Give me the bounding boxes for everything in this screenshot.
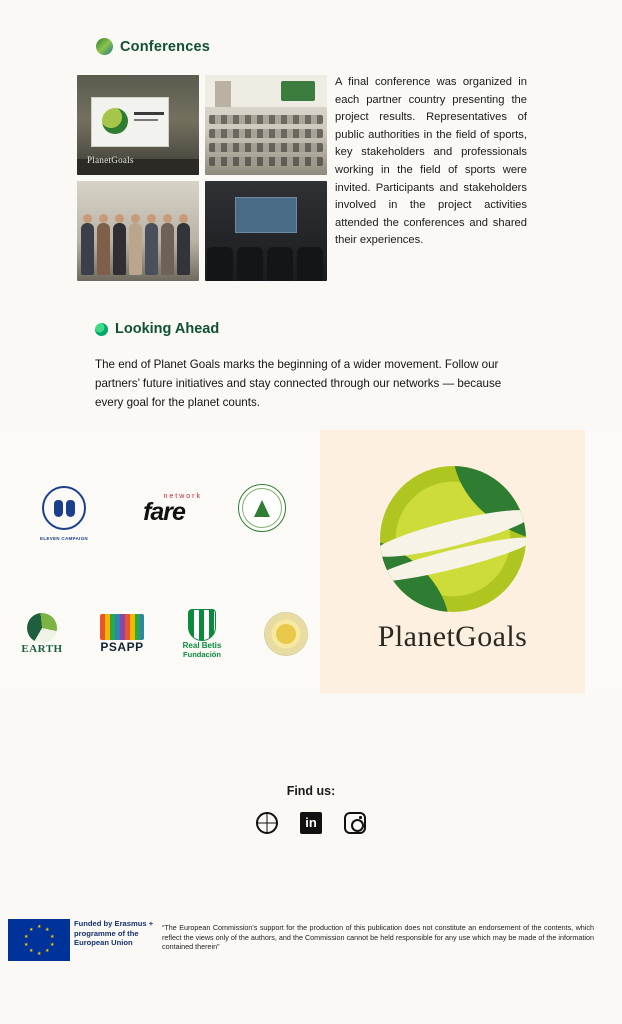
photo-watermark: PlanetGoals: [87, 155, 134, 165]
logo-psapp-label: PSAPP: [100, 640, 144, 654]
conference-photo-grid: [77, 75, 327, 282]
projector-screen: [235, 197, 297, 233]
looking-ahead-body-text: The end of Planet Goals marks the beginning of a wider movement. Follow our partners’ future initiatives and stay connected through our networks — because every goal for the planet counts.: [95, 358, 502, 409]
logo-sun-seal: [244, 598, 328, 670]
planet-goals-globe-logo: [380, 466, 526, 612]
photo-group-participants: [77, 181, 199, 281]
website-icon[interactable]: [256, 812, 278, 834]
logo-earth: [0, 598, 84, 670]
sun-seal-icon: [264, 612, 308, 656]
footer: [0, 905, 622, 975]
seat-row: [209, 157, 323, 166]
logo-real-betis-fundacion: [160, 598, 244, 670]
logo-psapp: [80, 598, 164, 670]
conferences-heading-label: Conferences: [120, 38, 211, 55]
logo-betis-label-1: Real Betis: [182, 641, 222, 650]
eu-funding-label: Funded by Erasmus + programme of the European Union: [74, 919, 154, 948]
screen-subtitle-line: [134, 119, 158, 121]
psapp-stripes-icon: [100, 614, 144, 640]
seat-row: [209, 129, 323, 138]
photo-dark-room-projector: [205, 181, 327, 281]
partner-logos-grid: [0, 430, 320, 693]
fare-network-toplabel: network: [163, 492, 202, 500]
looking-ahead-heading: [95, 321, 219, 337]
photo-conference-presentation: [77, 75, 199, 175]
find-us-title: Find us:: [286, 784, 336, 798]
screen-title-line: [134, 112, 164, 115]
seat-row: [209, 143, 323, 152]
fare-wordmark: fare: [143, 497, 185, 526]
instagram-icon[interactable]: [344, 812, 366, 834]
conferences-body-text: A final conference was organized in each partner country presenting the project results. Representatives of public authorities in the field of sports, key stakeholders and professionals working in the field of sports were invited. Participants and stakeholders involved in the project activities attended the conferences and shared their experiences.: [335, 76, 527, 247]
conferences-heading: [96, 38, 210, 55]
wall-banner: [281, 81, 315, 101]
looking-ahead-heading-label: Looking Ahead: [115, 321, 220, 337]
planet-goals-wordmark: PlanetGoals: [377, 619, 528, 653]
photo-audience-seated: [205, 75, 327, 175]
logo-green-seal: [220, 472, 304, 544]
betis-crest-icon: [188, 609, 216, 641]
green-dot-icon: [95, 323, 108, 336]
planet-goals-bullet-icon: [96, 38, 113, 55]
logo-betis-label-2: Fundación: [183, 650, 221, 659]
logo-eleven-campaign-label: ELEVEN CAMPAIGN: [40, 536, 88, 541]
green-seal-icon: [238, 484, 286, 532]
eu-disclaimer-text: “The European Commission's support for the production of this publication does not constitute an endorsement of the contents, which reflect the views only of the authors, and the Commission cannot be held responsible for any use which may be made of the information contained therein”: [162, 923, 594, 952]
linkedin-icon[interactable]: in: [300, 812, 322, 834]
logo-fare-network: [122, 472, 206, 544]
logo-eleven-campaign: [22, 472, 106, 544]
partner-logos-band: [0, 430, 622, 693]
presentation-screen: [91, 97, 169, 147]
logo-earth-label: EARTH: [21, 643, 63, 655]
eleven-campaign-icon: [40, 486, 88, 541]
room-door: [215, 81, 231, 107]
european-union-flag: ★ ★ ★ ★ ★ ★ ★ ★ ★ ★: [8, 919, 70, 961]
seat-row: [209, 115, 323, 124]
planet-goals-brand-panel: [320, 430, 585, 693]
earth-swirl-icon: [27, 613, 57, 643]
social-links: [0, 812, 622, 834]
